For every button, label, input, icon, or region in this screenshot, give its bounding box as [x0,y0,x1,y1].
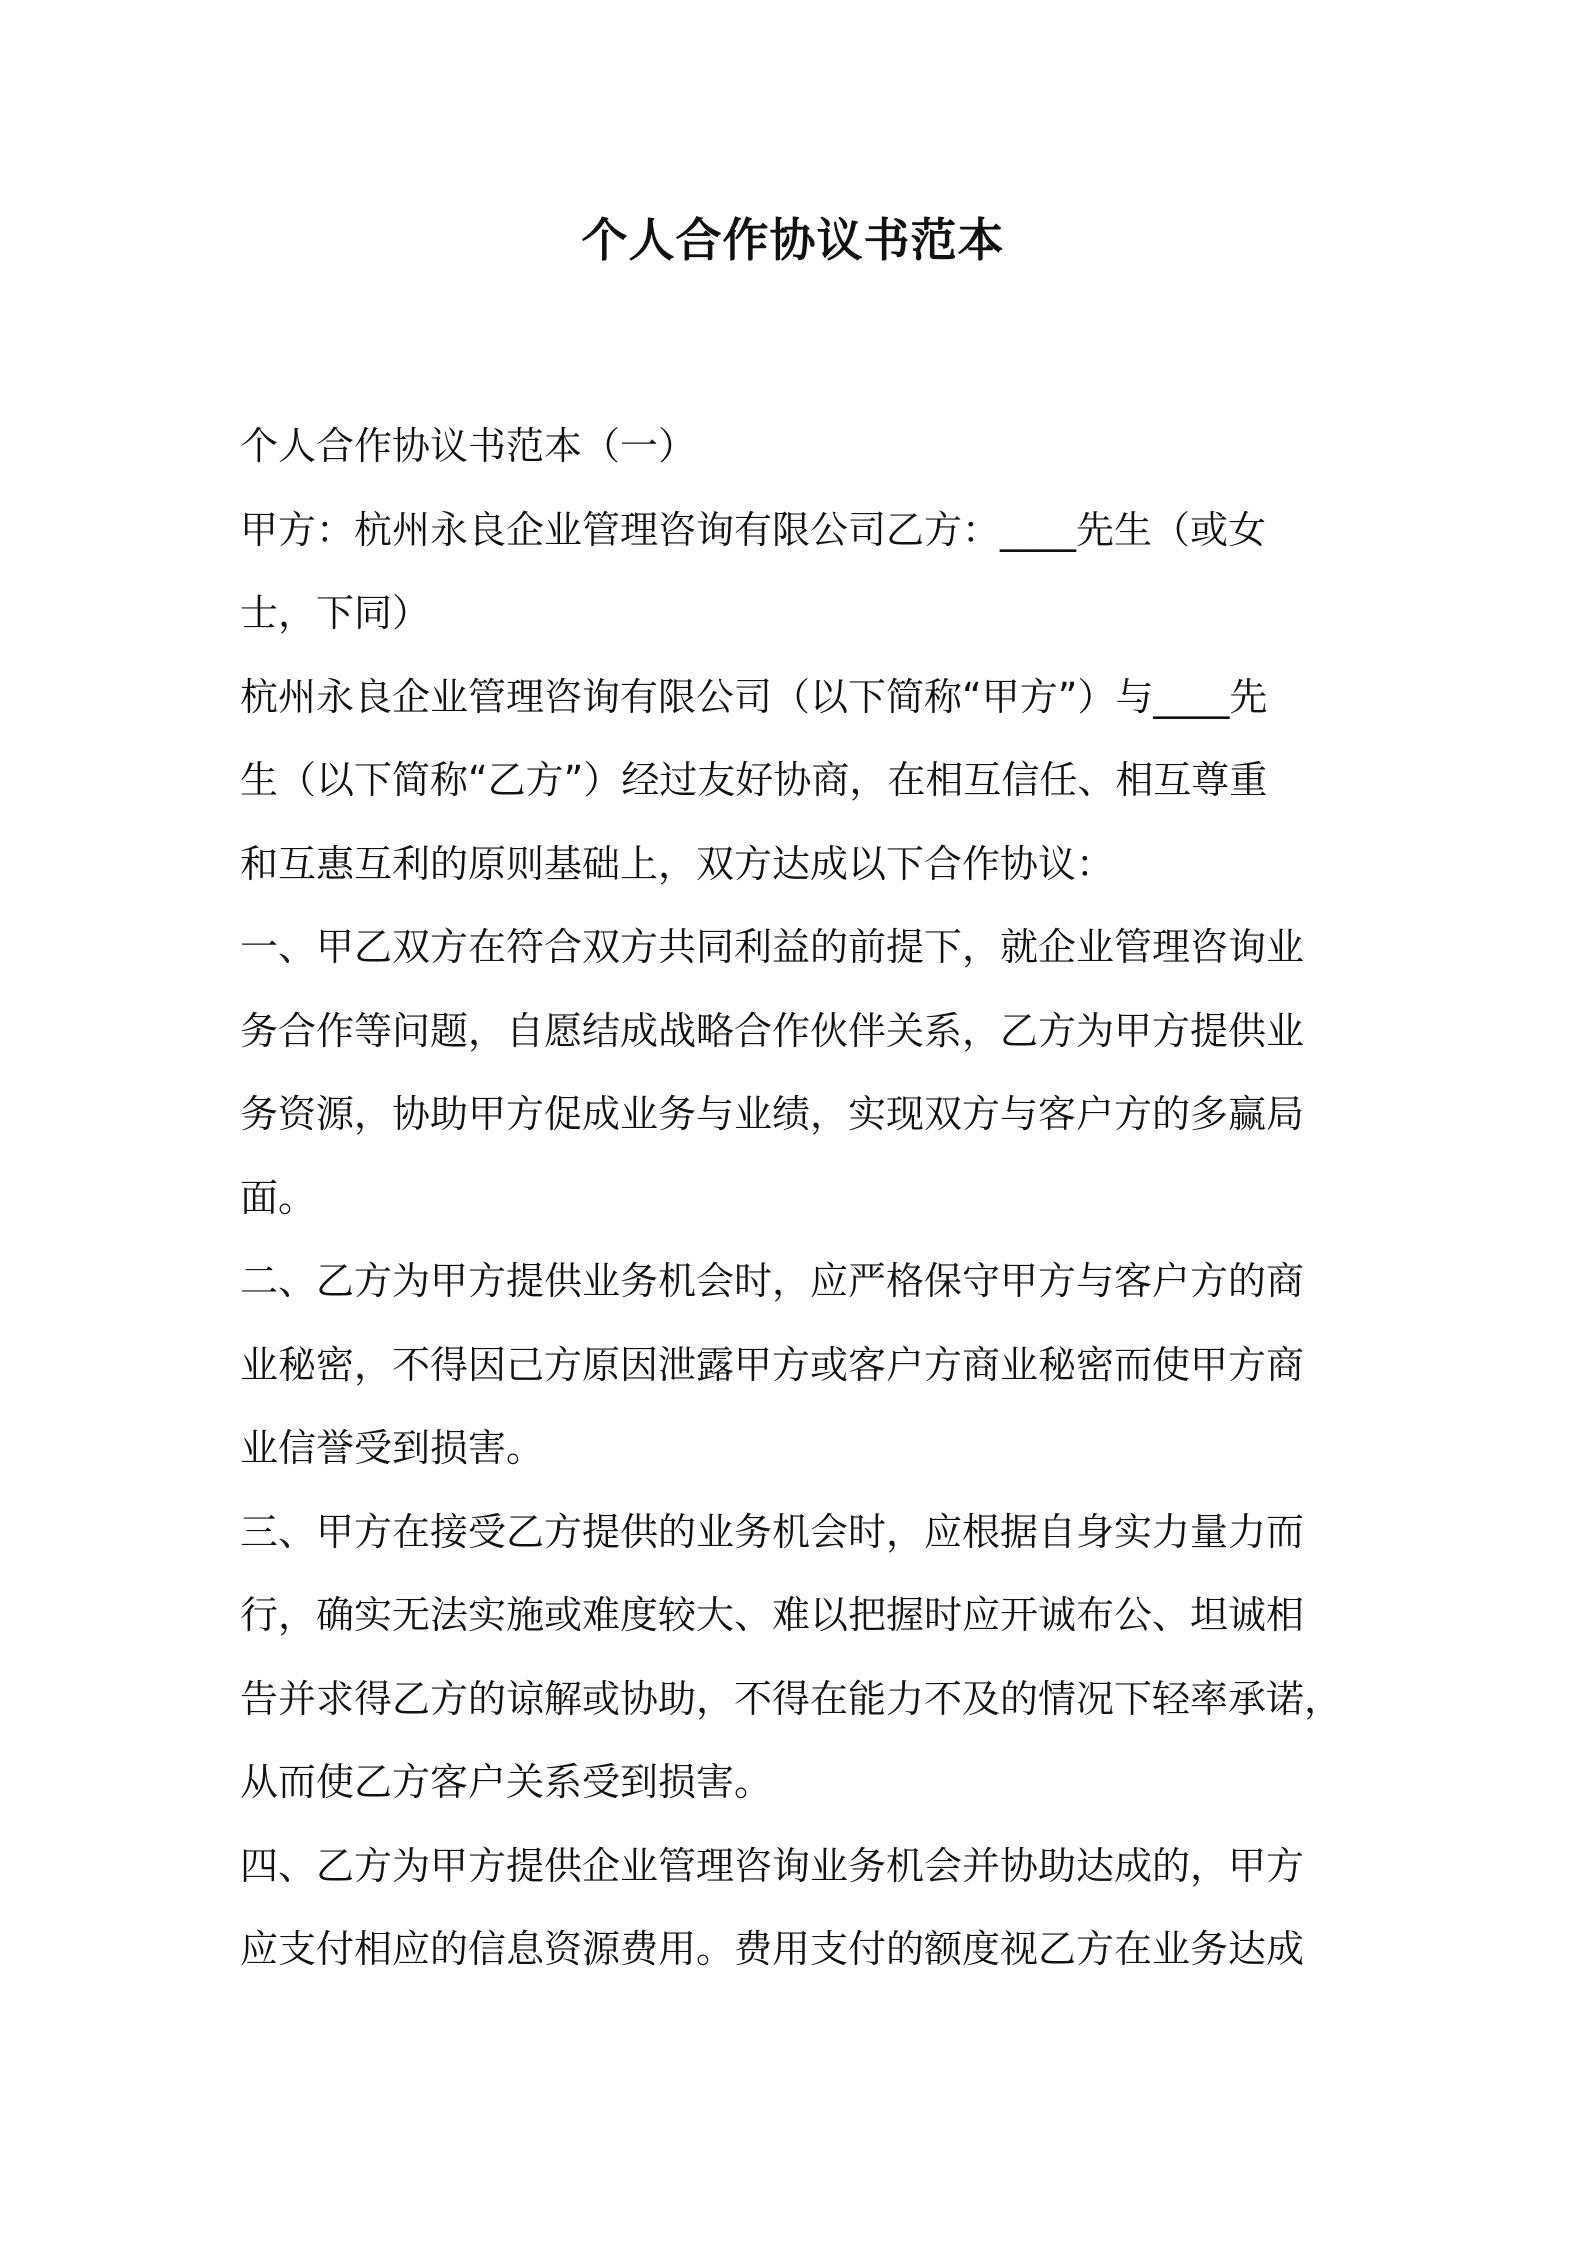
body-line-16: 告并求得乙方的谅解或协助，不得在能力不及的情况下轻率承诺， [240,1676,1343,1721]
body-line-17: 从而使乙方客户关系受到损害。 [240,1760,773,1804]
body-line-7: 一、甲乙双方在符合双方共同利益的前提下，就企业管理咨询业 [240,925,1305,969]
body-line-11: 二、乙方为甲方提供业务机会时，应严格保守甲方与客户方的商 [240,1259,1305,1303]
body-line-9: 务资源，协助甲方促成业务与业绩，实现双方与客户方的多赢局 [240,1092,1305,1136]
body-line-18: 四、乙方为甲方提供企业管理咨询业务机会并协助达成的，甲方 [240,1843,1305,1888]
body-line-13: 业信誉受到损害。 [240,1426,545,1470]
document-title: 个人合作协议书范本 [581,213,1005,267]
body-line-12: 业秘密，不得因己方原因泄露甲方或客户方商业秘密而使甲方商 [240,1342,1305,1387]
document-body [240,405,1350,1992]
body-line-15: 行，确实无法实施或难度较大、难以把握时应开诚布公、坦诚相 [240,1593,1305,1637]
body-line-1: 个人合作协议书范本（一） [240,424,697,468]
body-line-10: 面。 [240,1175,317,1220]
body-line-8: 务合作等问题，自愿结成战略合作伙伴关系，乙方为甲方提供业 [240,1008,1305,1053]
body-line-2: 甲方：杭州永良企业管理咨询有限公司乙方：____先生（或女 [240,507,1267,552]
body-line-4: 杭州永良企业管理咨询有限公司（以下简称“甲方”）与____先 [240,674,1268,719]
body-line-3: 士，下同） [240,591,431,635]
body-line-19: 应支付相应的信息资源费用。费用支付的额度视乙方在业务达成 [240,1927,1305,1971]
body-line-6: 和互惠互利的原则基础上，双方达成以下合作协议： [240,841,1115,886]
body-line-14: 三、甲方在接受乙方提供的业务机会时，应根据自身实力量力而 [240,1509,1305,1554]
body-line-5: 生（以下简称“乙方”）经过友好协商，在相互信任、相互尊重 [240,758,1268,802]
